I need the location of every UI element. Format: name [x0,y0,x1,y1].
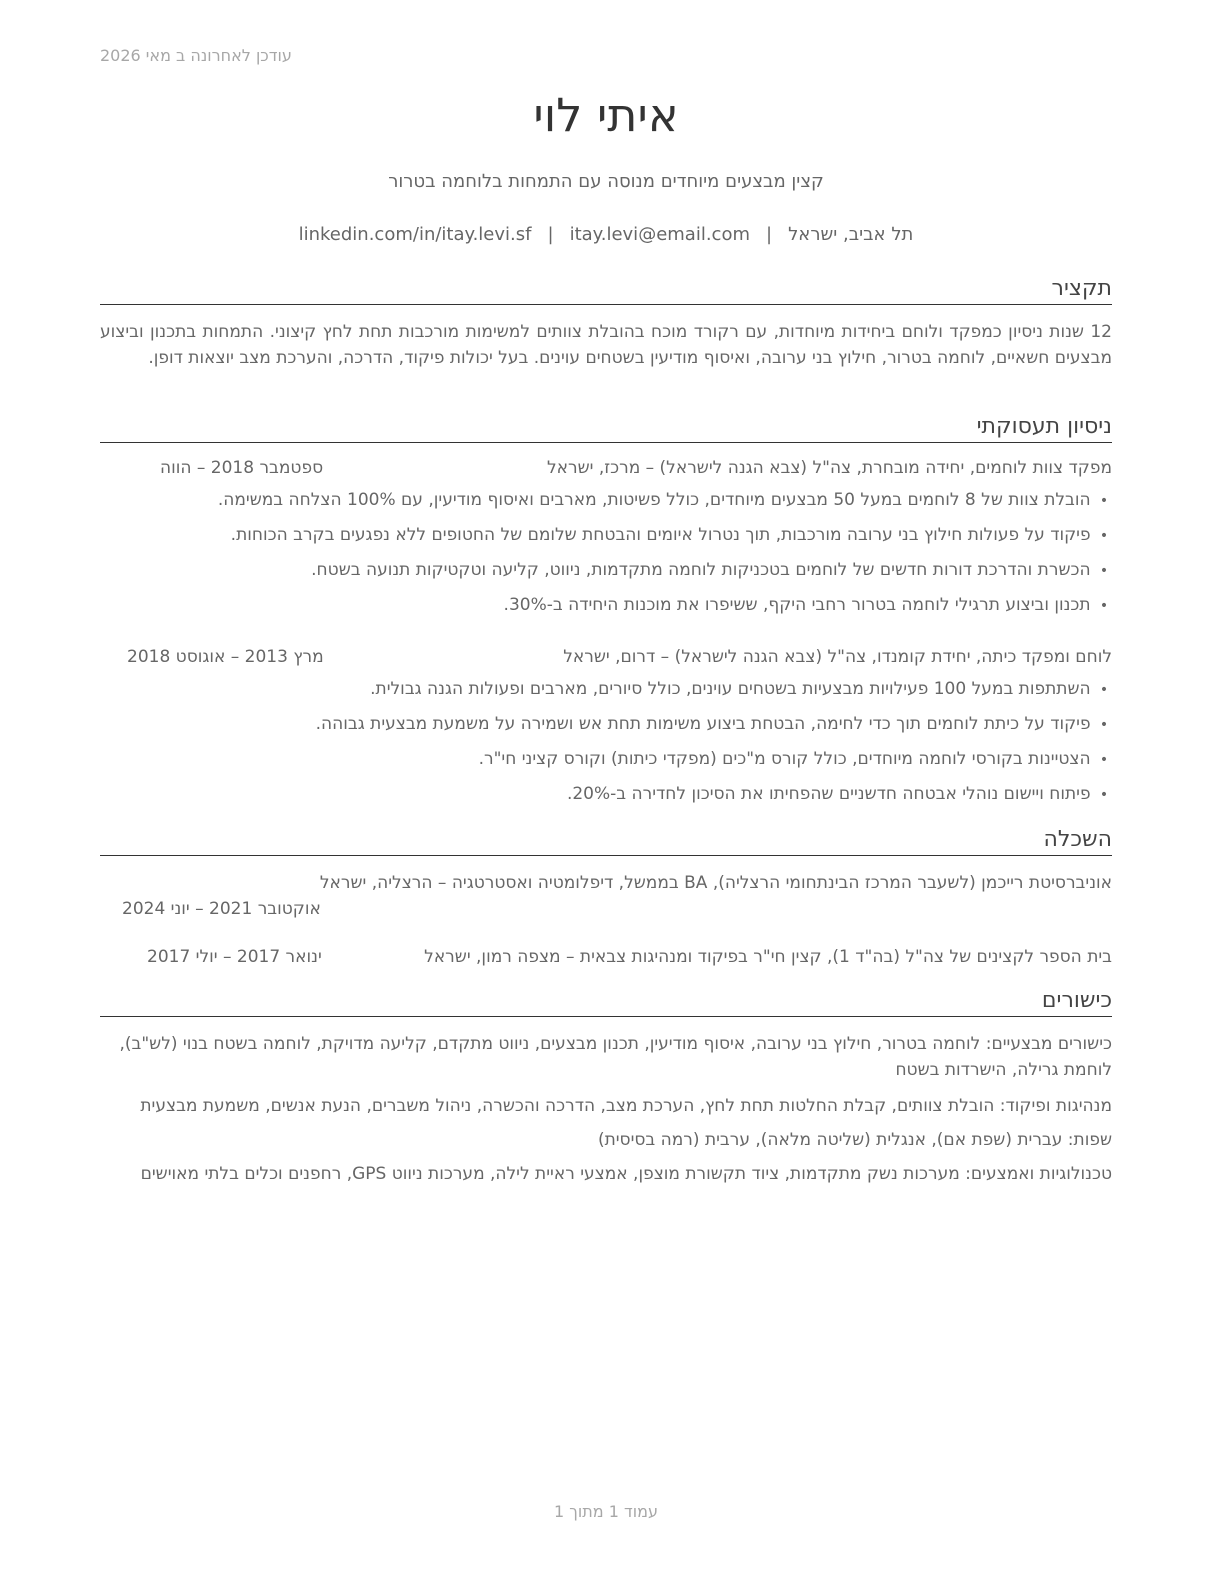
bullet-dot-icon: • [1099,787,1109,803]
job-bullet: • השתתפות במעל 100 פעילויות מבצעיות בשטחים עוינים, כולל סיורים, מארבים ופעולות הגנה גבולית. [100,677,1112,702]
bullet-dot-icon: • [1099,752,1109,768]
education-text: אוניברסיטת רייכמן (לשעבר המרכז הבינתחומי הרצליה), BA בממשל, דיפלומטיה ואסטרטגיה – הרצליה, ישראל [319,873,1112,893]
job-dates: ספטמבר 2018 – הווה [160,458,324,478]
bullet-dot-icon: • [1099,493,1109,509]
skill-line: שפות: עברית (שפת אם), אנגלית (שליטה מלאה), ערבית (רמה בסיסית) [597,1130,1112,1150]
education-text: בית הספר לקצינים של צה"ל (בה"ד 1), קצין חי"ר בפיקוד ומנהיגות צבאית – מצפה רמון, ישראל [424,947,1112,967]
education-dates: ינואר 2017 – יולי 2017 [147,947,322,967]
section-title-experience: ניסיון תעסוקתי [100,414,1112,443]
bullet-dot-icon: • [1099,717,1109,733]
page-number: עמוד 1 מתוך 1 [554,1502,658,1521]
job-dates: מרץ 2013 – אוגוסט 2018 [127,647,324,667]
skill-line: מנהיגות ופיקוד: הובלת צוותים, קבלת החלטות תחת לחץ, הערכת מצב, הדרכה והכשרה, ניהול משברים, הנעת אנשים, משמעת מבצעית [140,1096,1112,1116]
job-bullet: • תכנון וביצוע תרגילי לוחמה בטרור רחבי היקף, ששיפרו את מוכנות היחידה ב-30%. [100,593,1112,618]
contact-line [100,224,1112,245]
job-bullet: • פיתוח ויישום נוהלי אבטחה חדשניים שהפחיתו את הסיכון לחדירה ב-20%. [100,782,1112,807]
job-bullet: • הכשרת והדרכת דורות חדשים של לוחמים בטכניקות לוחמה מתקדמות, ניווט, קליעה וטקטיקות תנועה בשטח. [100,558,1112,583]
last-updated: עודכן לאחרונה ב מאי 2026 [100,46,292,65]
bullet-dot-icon: • [1099,528,1109,544]
job-header [100,458,1112,482]
job-bullet: • פיקוד על כיתת לוחמים תוך כדי לחימה, הבטחת ביצוע משימות תחת אש ושמירה על משמעת מבצעית גבוהה. [100,712,1112,737]
bullet-dot-icon: • [1099,682,1109,698]
education-entry [100,947,1112,971]
section-title-skills: כישורים [100,988,1112,1017]
candidate-name: איתי לוי [533,88,679,142]
contact-email[interactable]: itay.levi@email.com [569,224,750,245]
job-bullet: • פיקוד על פעולות חילוץ בני ערובה מורכבות, תוך נטרול איומים והבטחת שלומם של החטופים ללא נפגעים בקרב הכוחות. [100,523,1112,548]
job-header [100,647,1112,671]
bullet-dot-icon: • [1099,598,1109,614]
education-entry [100,870,1112,922]
job-title: לוחם ומפקד כיתה, יחידת קומנדו, צה"ל (צבא הגנה לישראל) – דרום, ישראל [563,647,1112,667]
job-bullet: • הובלת צוות של 8 לוחמים במעל 50 מבצעים מיוחדים, כולל פשיטות, מארבים ואיסוף מודיעין, עם 100% הצלחה במשימה. [100,488,1112,513]
summary-text: 12 שנות ניסיון כמפקד ולוחם ביחידות מיוחדות, עם רקורד מוכח בהובלת צוותים למשימות מורכבות תחת לחץ קיצוני. התמחות בתכנון וביצוע מבצעים חשאיים, לוחמה בטרור, חילוץ בני ערובה, ואיסוף מודיעין בשטחים עוינים. בעל יכולות פיקוד, הדרכה, והערכת מצב יוצאות דופן. [100,322,1112,368]
bullet-dot-icon: • [1099,563,1109,579]
education-dates: אוקטובר 2021 – יוני 2024 [122,899,321,919]
section-title-summary: תקציר [100,276,1112,305]
job-title: מפקד צוות לוחמים, יחידה מובחרת, צה"ל (צבא הגנה לישראל) – מרכז, ישראל [546,458,1112,478]
tagline: קצין מבצעים מיוחדים מנוסה עם התמחות בלוחמה בטרור [388,171,824,192]
skill-line: טכנולוגיות ואמצעים: מערכות נשק מתקדמות, ציוד תקשורת מוצפן, אמצעי ראיית לילה, מערכות ניווט GPS, רחפנים וכלים בלתי מאוישים [140,1164,1112,1184]
resume-page [100,0,1112,1584]
contact-linkedin[interactable]: linkedin.com/in/itay.levi.sf [298,224,532,245]
section-title-education: השכלה [100,827,1112,856]
contact-location: תל אביב, ישראל [788,224,914,245]
skill-line: כישורים מבצעיים: לוחמה בטרור, חילוץ בני ערובה, איסוף מודיעין, תכנון מבצעים, ניווט מתקדם, קליעה מדויקת, לוחמה בשטח בנוי (לש"ב), לוחמת גרילה, הישרדות בשטח [119,1034,1112,1080]
contact-separator: | [547,224,554,245]
job-bullet: • הצטיינות בקורסי לוחמה מיוחדים, כולל קורס מ"כים (מפקדי כיתות) וקורס קציני חי"ר. [100,747,1112,772]
contact-separator: | [766,224,773,245]
